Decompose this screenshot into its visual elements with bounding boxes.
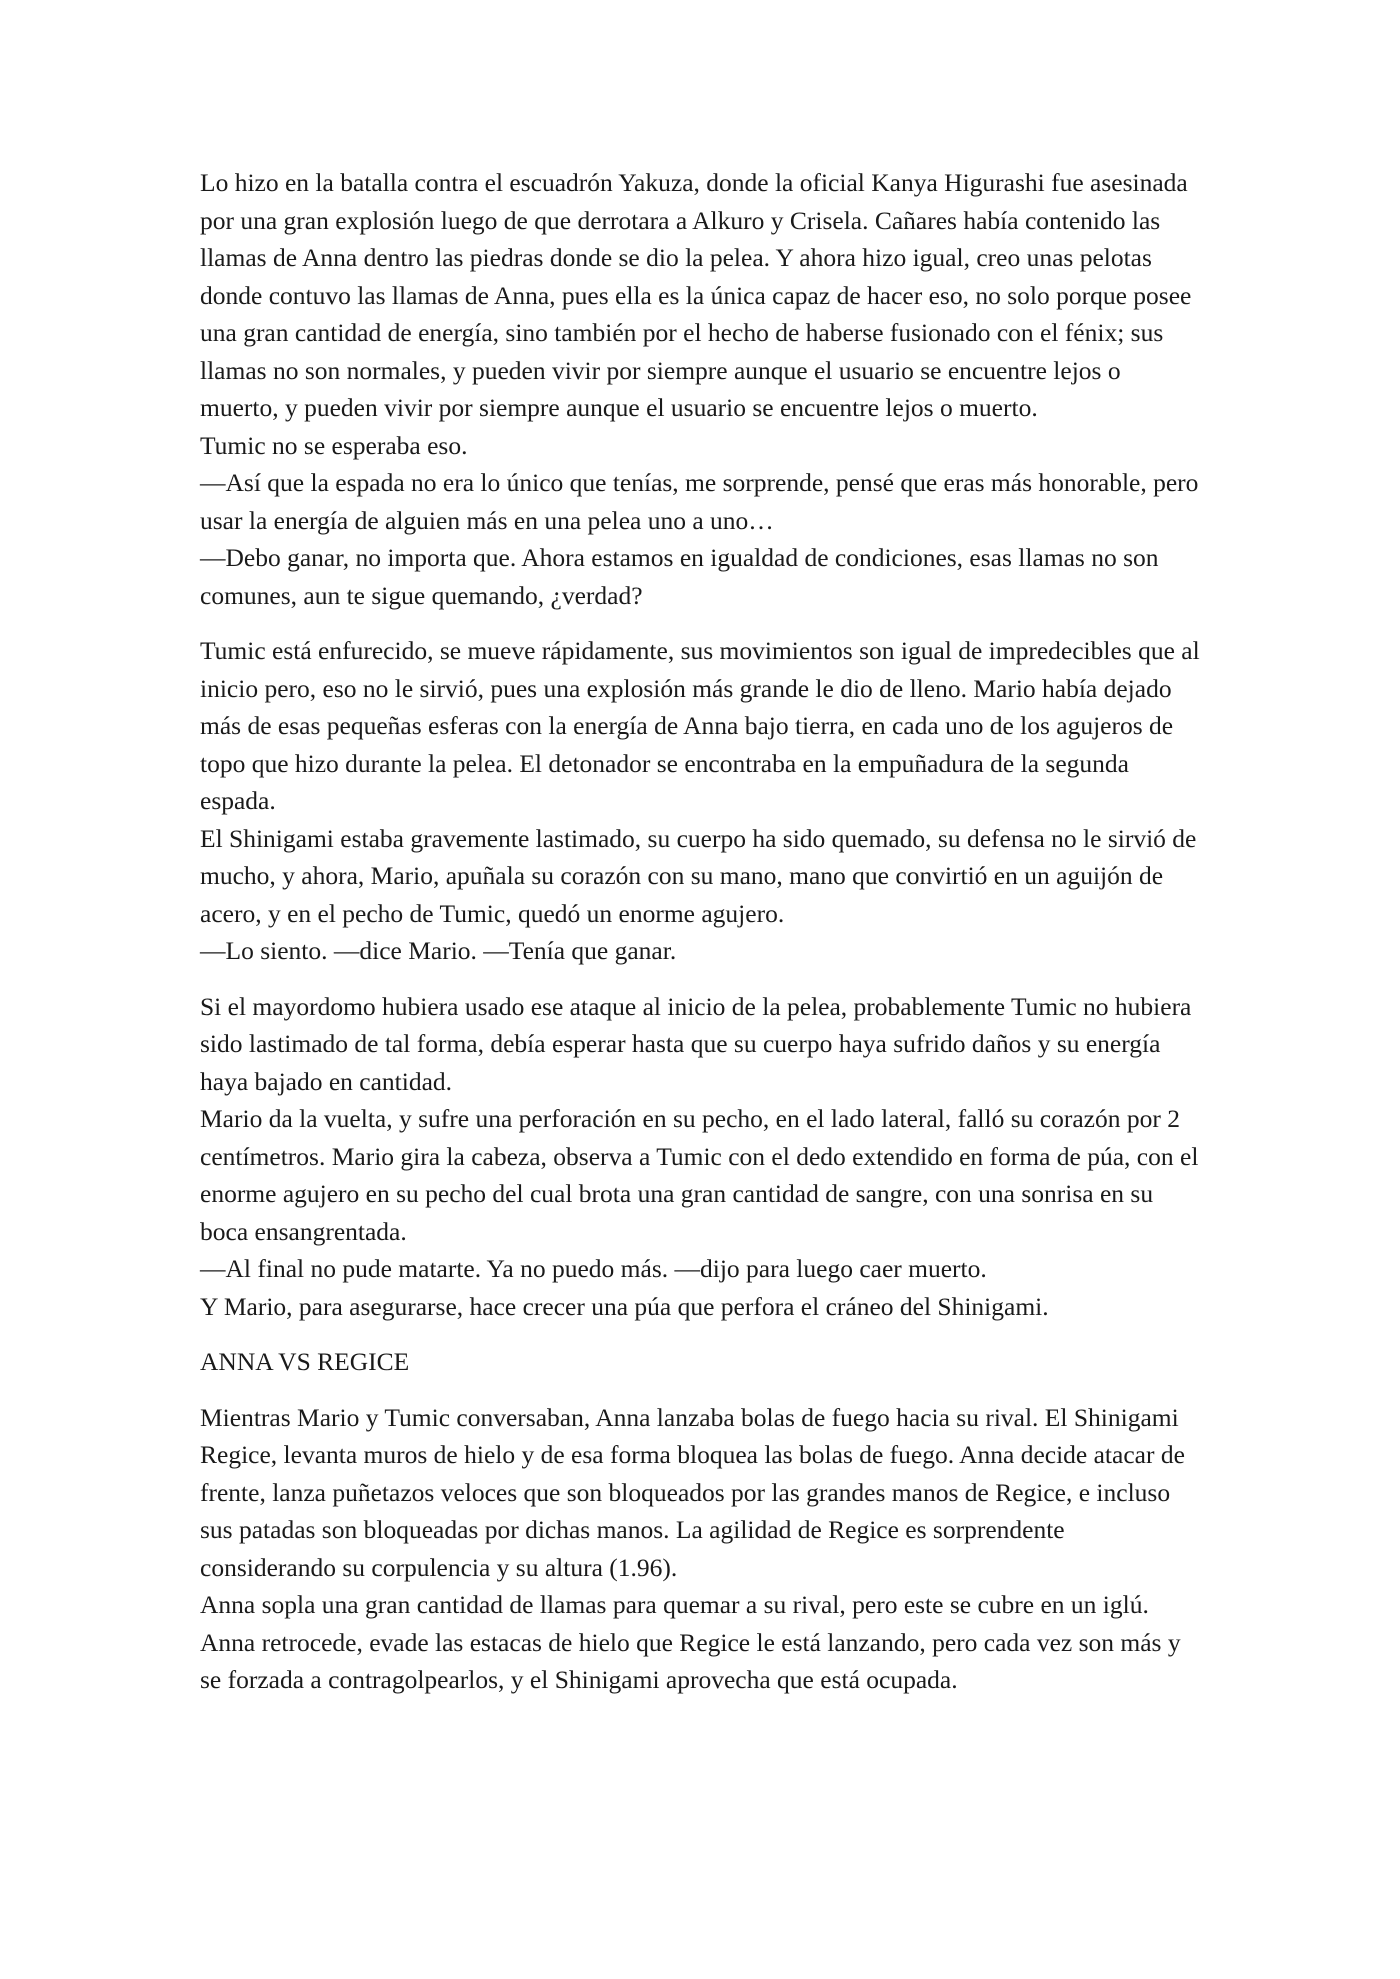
paragraph: Si el mayordomo hubiera usado ese ataque al inicio de la pelea, probablemente Tumic no hubiera sido lastimado de tal forma, debía esperar hasta que su cuerpo haya sufrido daños y su energía haya bajado en cantidad.	[200, 991, 1192, 1096]
paragraph: Mientras Mario y Tumic conversaban, Anna lanzaba bolas de fuego hacia su rival. El Shinigami Regice, levanta muros de hielo y de esa forma bloquea las bolas de fuego. Anna decide atacar de frente, lanza puñetazos veloces que son bloqueados por las grandes manos de Regice, e incluso sus patadas son bloqueadas por dichas manos. La agilidad de Regice es sorprendente considerando su corpulencia y su altura (1.96).	[200, 1402, 1185, 1582]
paragraph-group-3	[200, 988, 1200, 1326]
section-heading: ANNA VS REGICE	[200, 1347, 410, 1376]
paragraph: Anna retrocede, evade las estacas de hielo que Regice le está lanzando, pero cada vez son más y se forzada a contragolpearlos, y el Shinigami aprovecha que está ocupada.	[200, 1627, 1181, 1694]
paragraph: Lo hizo en la batalla contra el escuadrón Yakuza, donde la oficial Kanya Higurashi fue asesinada por una gran explosión luego de que derrotara a Alkuro y Crisela. Cañares había contenido las llamas de Anna dentro las piedras donde se dio la pelea. Y ahora hizo igual, creo unas pelotas donde contuvo las llamas de Anna, pues ella es la única capaz de hacer eso, no solo porque posee una gran cantidad de energía, sino también por el hecho de haberse fusionado con el fénix; sus llamas no son normales, y pueden vivir por siempre aunque el usuario se encuentre lejos o muerto, y pueden vivir por siempre aunque el usuario se encuentre lejos o muerto.	[200, 168, 1192, 422]
paragraph-group-2	[200, 632, 1200, 970]
paragraph: Tumic no se esperaba eso.	[200, 430, 468, 460]
paragraph: —Lo siento. —dice Mario. —Tenía que ganar.	[200, 936, 677, 965]
paragraph-group-1	[200, 164, 1200, 614]
paragraph: —Así que la espada no era lo único que tenías, me sorprende, pensé que eras más honorable, pero usar la energía de alguien más en una pelea uno a uno…	[200, 468, 1199, 535]
paragraph: —Debo ganar, no importa que. Ahora estamos en igualdad de condiciones, esas llamas no son comunes, aun te sigue quemando, ¿verdad?	[200, 543, 1159, 610]
paragraph: El Shinigami estaba gravemente lastimado, su cuerpo ha sido quemado, su defensa no le sirvió de mucho, y ahora, Mario, apuñala su corazón con su mano, mano que convirtió en un aguijón de acero, y en el pecho de Tumic, quedó un enorme agujero.	[200, 823, 1197, 928]
paragraph-group-4	[200, 1399, 1200, 1699]
paragraph: —Al final no pude matarte. Ya no puedo más. —dijo para luego caer muerto.	[200, 1254, 987, 1283]
paragraph: Y Mario, para asegurarse, hace crecer una púa que perfora el cráneo del Shinigami.	[200, 1291, 1049, 1321]
paragraph: Tumic está enfurecido, se mueve rápidamente, sus movimientos son igual de impredecibles que al inicio pero, eso no le sirvió, pues una explosión más grande le dio de lleno. Mario había dejado más de esas pequeñas esferas con la energía de Anna bajo tierra, en cada uno de los agujeros de topo que hizo durante la pelea. El detonador se encontraba en la empuñadura de la segunda espada.	[200, 636, 1200, 815]
document-page	[200, 164, 1200, 1717]
paragraph: Mario da la vuelta, y sufre una perforación en su pecho, en el lado lateral, falló su corazón por 2 centímetros. Mario gira la cabeza, observa a Tumic con el dedo extendido en forma de púa, con el enorme agujero en su pecho del cual brota una gran cantidad de sangre, con una sonrisa en su boca ensangrentada.	[200, 1104, 1199, 1246]
paragraph: Anna sopla una gran cantidad de llamas para quemar a su rival, pero este se cubre en un iglú.	[200, 1590, 1149, 1619]
